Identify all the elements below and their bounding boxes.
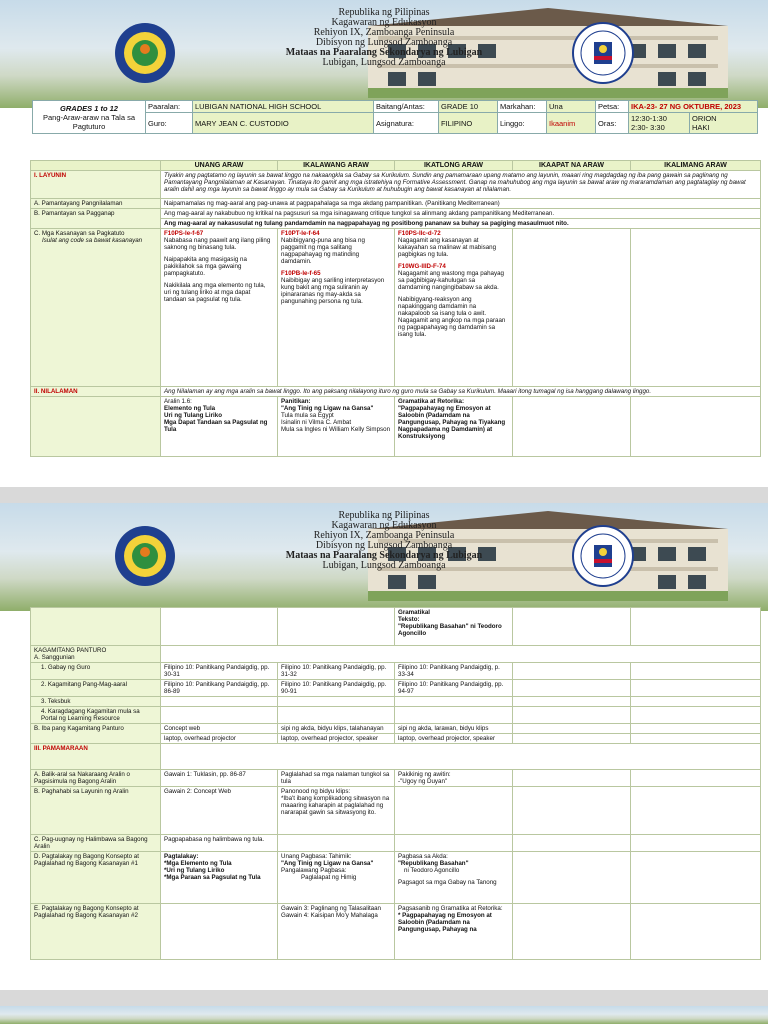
day5-cell	[631, 787, 761, 835]
section-label: III. PAMAMARAAN	[31, 744, 161, 770]
time-label: Oras:	[596, 113, 629, 134]
row-label: C. Pag-uugnay ng Halimbawa sa Bagong Aralin	[31, 835, 161, 852]
day4-cell	[513, 707, 631, 724]
school-seal-logo	[114, 22, 176, 84]
document-page-2	[0, 503, 768, 990]
day2-cell	[278, 852, 395, 904]
cell-text: Filipino 10: Panitikang Pandaigdig, p. 33-34	[395, 663, 513, 680]
cell-text: Paglalapat ng Himig	[301, 874, 357, 881]
day3-cell	[395, 904, 513, 960]
row-label: A. Pamantayang Pangnilalaman	[31, 199, 161, 209]
cell-text: "Ang Tinig ng Ligaw na Gansa"	[281, 860, 374, 867]
day1-cell	[161, 397, 278, 457]
day-header: IKATLONG ARAW	[395, 161, 513, 171]
cell-text: Filipino 10: Panitikang Pandaigdig, pp. 94-97	[395, 680, 513, 697]
row-label: 1. Gabay ng Guro	[31, 663, 161, 680]
date-label: Petsa:	[596, 101, 629, 113]
quarter-label: Markahan:	[498, 101, 547, 113]
info-table	[32, 100, 758, 134]
day4-cell	[513, 680, 631, 697]
content-text: Gramatikal	[398, 609, 430, 616]
subject-label: Asignatura:	[374, 113, 439, 134]
day3-cell	[395, 608, 513, 646]
day3-cell	[395, 707, 513, 724]
section-label: KAGAMITANG PANTURO	[34, 647, 107, 654]
row-label: 2. Kagamitang Pang-Mag-aaral	[31, 680, 161, 697]
content-text: "Ang Tinig ng Ligaw na Gansa"	[281, 405, 374, 412]
gabay-guro-row	[31, 663, 761, 680]
row-label: D. Pagtalakay ng Bagong Konsepto at Paglalahad ng Bagong Kasanayan #1	[31, 852, 161, 904]
pagtalakay-2-row	[31, 904, 761, 960]
kagamitang-pang-mag-aaral-row	[31, 680, 761, 697]
time-1: 12:30-1:30	[631, 114, 667, 123]
day2-cell	[278, 608, 395, 646]
day2-cell	[278, 229, 395, 387]
content-text: Tula mula sa Egypt	[281, 412, 334, 419]
day1-cell	[161, 852, 278, 904]
time-values	[629, 113, 690, 134]
header-line: Rehiyon IX, Zamboanga Peninsula	[313, 27, 455, 38]
day5-cell	[631, 835, 761, 852]
day-header: IKALIMANG ARAW	[631, 161, 761, 171]
competency-text: Nagagamit ang angkop na mga paraan ng pagpapahayag ng damdamin sa isang tula.	[398, 317, 506, 338]
day-header: IKALAWANG ARAW	[278, 161, 395, 171]
day3-cell	[395, 852, 513, 904]
day4-cell	[513, 770, 631, 787]
competency-code: F10PS-IIc-d-72	[398, 230, 441, 237]
paghahabi-row	[31, 787, 761, 835]
content-text: Teksto:	[398, 616, 420, 623]
cell-text: Filipino 10: Panitikang Pandaigdig, pp. 30-31	[161, 663, 278, 680]
day4-cell	[513, 697, 631, 707]
cell-text: Pangalawang Pagbasa:	[281, 867, 347, 874]
day5-cell	[631, 608, 761, 646]
cell-text: Filipino 10: Panitikang Pandaigdig, pp. 31-32	[278, 663, 395, 680]
lesson-table-page-2	[30, 607, 761, 960]
day4-cell	[513, 663, 631, 680]
cell-text: Gawain 3: Paglinang ng Talasalitaan	[281, 905, 381, 912]
cell-text: Pagsagot sa mga Gabay na Tanong	[398, 879, 497, 886]
content-text: Elemento ng Tula	[164, 405, 216, 412]
content-text: Uri ng Tulang Liriko	[164, 412, 222, 419]
cell-text: Pagpapabasa ng halimbawa ng tula.	[161, 835, 278, 852]
content-text: Isinalin ni Vilma C. Ambat	[281, 419, 352, 426]
nilalaman-text: Ang Nilalaman ay ang mga aralin sa bawat linggo. Ito ang paksang nilalayong ituro ng guro mula sa Gabay sa Kurikulum. Maaari itong tumagal ng isa hanggang dalawang linggo.	[161, 387, 761, 397]
karagdagang-kagamitan-row	[31, 707, 761, 724]
blank-cell	[31, 397, 161, 457]
grades-cell	[33, 101, 146, 134]
teacher-label: Guro:	[146, 113, 193, 134]
day5-cell	[631, 852, 761, 904]
section-label: II. NILALAMAN	[31, 387, 161, 397]
header-line: Dibisyon ng Lungsod Zamboanga	[315, 37, 453, 48]
day3-cell	[395, 397, 513, 457]
school-label: Paaralan:	[146, 101, 193, 113]
day4-cell	[513, 734, 631, 744]
day2-cell	[278, 835, 395, 852]
day1-cell	[161, 608, 278, 646]
document-page-1	[0, 0, 768, 487]
competency-text: Nabibigyang-puna ang bisa ng paggamit ng mga salitang nagpapahayag ng matinding damdamin.	[281, 237, 365, 265]
kagamitang-row	[31, 646, 761, 663]
cell-text: Filipino 10: Panitikang Pandaigdig, pp. 86-89	[161, 680, 278, 697]
day2-cell	[278, 904, 395, 960]
header-school-name: Mataas na Paaralang Sekondarya ng Lubigan	[285, 550, 483, 561]
row-label: B. Paghahabi sa Layunin ng Aralin	[31, 787, 161, 835]
day4-cell	[513, 724, 631, 734]
header-banner	[0, 0, 768, 108]
pag-uugnay-row	[31, 835, 761, 852]
cell-text: Gawain 1: Tuklasin, pp. 86-87	[161, 770, 278, 787]
cell-text: Filipino 10: Panitikang Pandaigdig, pp. 90-91	[278, 680, 395, 697]
competency-code: F10PS-Ie-f-67	[164, 230, 204, 237]
teksbuk-row	[31, 697, 761, 707]
day4-cell	[513, 835, 631, 852]
balik-aral-row	[31, 770, 761, 787]
iba-pang-kagamitan-row	[31, 724, 761, 734]
day-header-row	[31, 161, 761, 171]
row-text: Naipamamalas ng mag-aaral ang pag-unawa at pagpapahalaga sa mga akdang pampanitikan. (Panitikang Mediterranean)	[161, 199, 761, 209]
day5-cell	[631, 697, 761, 707]
header-line: Kagawaran ng Edukasyon	[331, 520, 437, 531]
nilalaman-row	[31, 387, 761, 397]
day5-cell	[631, 229, 761, 387]
day5-cell	[631, 770, 761, 787]
pamamaraan-row	[31, 744, 761, 770]
day3-cell	[395, 787, 513, 835]
content-text: Gramatika at Retorika:	[398, 398, 465, 405]
row-text: Ang mag-aaral ay nakasusulat ng tulang pandamdamin na nagpapahayag ng positibong pananaw sa buhay sa pagiging masaulmuot nito.	[161, 219, 761, 229]
day5-cell	[631, 734, 761, 744]
day-header: IKAAPAT NA ARAW	[513, 161, 631, 171]
competency-text: Nabibigyang-reaksyon ang napakinggang damdamin na nakapaloob sa isang tula o awit.	[398, 296, 487, 317]
cell-text: Paglalahad sa mga nalaman tungkol sa tula	[278, 770, 395, 787]
day5-cell	[631, 904, 761, 960]
day1-cell	[161, 904, 278, 960]
row-label: B. Iba pang Kagamitang Panturo	[31, 724, 161, 744]
lesson-table-page-1	[30, 160, 761, 457]
competency-text: Nagagamit ang wastong mga pahayag sa pagbibigay-kahulugan sa damdaming nangingibabaw sa akda.	[398, 270, 504, 291]
content-text: Mga Dapat Tandaan sa Pagsulat ng Tula	[164, 419, 268, 433]
row-note: Isulat ang code sa bawat kasanayan	[42, 237, 143, 244]
content-text: Aralin 1.6:	[164, 398, 192, 405]
day5-cell	[631, 663, 761, 680]
day3-cell	[395, 835, 513, 852]
cell-text: Unang Pagbasa: Tahimik:	[281, 853, 352, 860]
competency-text: Naibibigay ang sariling interpretasyon kung bakit ang mga suliranin ay ipinararanas ng may-akda sa pangunahing persona ng tula.	[281, 277, 385, 305]
competency-text: Naipapakita ang masigasig na pakikilahok sa mga gawaing pampagkatuto.	[164, 256, 247, 277]
layunin-text: Tiyakin ang pagtatamo ng layunin sa bawat linggo na nakaangkla sa Gabay sa Kurikulum. Sundin ang pamamaraan upang matamo ang layunin, maaari ring magdagdag ng iba pang gawain sa paglinang ng Pamantayang Pangnilalaman at Kasanayan. Tinataya ito gamit ang mga istratehiya ng Formative Assessment. Ganap na mahuhubog ang mga layunin sa bawat araw ng mararamdaman ang pagtataglay ng bawat aralin dahil ang mga layunin sa bawat linggo ay mula sa Gabay sa Kurikulum at huhubugin ang bawat kasanayan at nilalaman.	[161, 171, 761, 199]
day4-cell	[513, 787, 631, 835]
grade-label: Baitang/Antas:	[374, 101, 439, 113]
day2-cell	[278, 397, 395, 457]
row-label-cell	[31, 229, 161, 387]
row-label: 4. Karagdagang Kagamitan mula sa Portal ng Learning Resource	[31, 707, 161, 724]
cell-text: Pagsasanib ng Gramatika at Retorika:	[398, 905, 503, 912]
row-label: C. Mga Kasanayan sa Pagkatuto	[34, 230, 125, 237]
day1-cell	[161, 697, 278, 707]
day5-cell	[631, 397, 761, 457]
day2-cell	[278, 697, 395, 707]
cell-text: *Mga Paraan sa Pagsulat ng Tula	[164, 874, 261, 881]
competency-code: F10PT-Ie-f-64	[281, 230, 320, 237]
header-line: Republika ng Pilipinas	[338, 7, 430, 18]
header-line: Republika ng Pilipinas	[338, 510, 430, 521]
continuation-row	[31, 608, 761, 646]
cell-text: laptop, overhead projector, speaker	[278, 734, 395, 744]
day1-cell	[161, 707, 278, 724]
cell-text: laptop, overhead projector, speaker	[395, 734, 513, 744]
doc-type-label: Pang-Araw-araw na Tala sa Pagtuturo	[43, 112, 135, 131]
competency-text: Nakikilala ang mga elemento ng tula, uri ng tulang liriko at mga dapat tandaan sa pagsulat ng tula.	[164, 282, 266, 303]
subject-value: FILIPINO	[439, 113, 498, 134]
pagtalakay-1-row	[31, 852, 761, 904]
cell-text: Gawain 4: Kaisipan Mo'y Mahalaga	[281, 912, 378, 919]
cell-text: *Uri ng Tulang Liriko	[164, 867, 225, 874]
header-line: Lubigan, Lungsod Zamboanga	[322, 560, 446, 571]
blank-cell	[161, 646, 761, 663]
day4-cell	[513, 229, 631, 387]
school-value: LUBIGAN NATIONAL HIGH SCHOOL	[193, 101, 374, 113]
content-text: Mula sa Ingles ni William Kelly Simpson	[281, 426, 391, 433]
content-text: "Pagpapahayag ng Emosyon at Saloobin (Padamdam na Pangungusap, Pahayag na Tiyakang Nagpapadama ng Damdamin) at Konstruksiyong	[398, 405, 506, 440]
header-line: Lubigan, Lungsod Zamboanga	[322, 57, 446, 68]
row-label-cell	[31, 646, 161, 663]
cell-text: "Republikang Basahan"	[398, 860, 469, 867]
day3-cell	[395, 229, 513, 387]
section-2: HAKI	[692, 123, 710, 132]
pamantayan-pagganap-row	[31, 209, 761, 219]
cell-text: Panonood ng bidyu klips: *Iba't ibang komplikadong sitwasyon na maaaring kaharapin at paglalahad ng nararapat gawin sa sitwasyong ito.	[278, 787, 395, 835]
row-label: B. Pamantayan sa Pagganap	[31, 209, 161, 229]
grades-label: GRADES 1 to 12	[60, 103, 118, 113]
deped-seal-logo	[572, 525, 634, 587]
competency-code: F10PB-Ie-f-65	[281, 270, 321, 277]
competency-code: F10WG-IIID-F-74	[398, 263, 446, 270]
day-header: UNANG ARAW	[161, 161, 278, 171]
cell-text: Pagbasa sa Akda:	[398, 853, 448, 860]
school-seal-logo	[114, 525, 176, 587]
pamantayang-pangnilalaman-row	[31, 199, 761, 209]
row-text: Ang mag-aaral ay nakabubuo ng kritikal na pagsusuri sa mga isinagawang critique tungkol sa alinmang akdang pampanitikang Mediterranean.	[161, 209, 761, 219]
day1-cell	[161, 229, 278, 387]
quarter-value: Una	[547, 101, 596, 113]
cell-text: Gawain 2: Concept Web	[161, 787, 278, 835]
section-1: ORION	[692, 114, 717, 123]
day4-cell	[513, 397, 631, 457]
deped-seal-logo	[572, 22, 634, 84]
header-banner	[0, 503, 768, 611]
cell-text: Pagtalakay:	[164, 853, 199, 860]
day5-cell	[631, 724, 761, 734]
kasanayan-row	[31, 229, 761, 387]
row-label: E. Pagtalakay ng Bagong Konsepto at Paglalahad ng Bagong Kasanayan #2	[31, 904, 161, 960]
content-text: Panitikan:	[281, 398, 311, 405]
cell-text: * Pagpapahayag ng Emosyon at Saloobin (Padamdam na Pangungusap, Pahayag na	[398, 912, 492, 933]
week-label: Linggo:	[498, 113, 547, 134]
header-line: Rehiyon IX, Zamboanga Peninsula	[313, 530, 455, 541]
cell-text: sipi ng akda, bidyu klips, talahanayan	[278, 724, 395, 734]
competency-text: Nagagamit ang kasanayan at kakayahan sa malinaw at mabisang pagbigkas ng tula.	[398, 237, 497, 258]
cell-text: *Mga Elemento ng Tula	[164, 860, 232, 867]
header-banner	[0, 1006, 768, 1024]
document-page-3	[0, 1006, 768, 1024]
blank-cell	[31, 161, 161, 171]
grade-value: GRADE 10	[439, 101, 498, 113]
day3-cell	[395, 697, 513, 707]
day4-cell	[513, 852, 631, 904]
cell-text: sipi ng akda, larawan, bidyu klips	[395, 724, 513, 734]
blank-cell	[31, 608, 161, 646]
day4-cell	[513, 608, 631, 646]
date-value: IKA-23- 27 NG OKTUBRE, 2023	[629, 101, 758, 113]
time-2: 2:30- 3:30	[631, 123, 665, 132]
header-line: Kagawaran ng Edukasyon	[331, 17, 437, 28]
row-label: A. Balik-aral sa Nakaraang Aralin o Pagsisimula ng Bagong Aralin	[31, 770, 161, 787]
day5-cell	[631, 707, 761, 724]
row-label: 3. Teksbuk	[31, 697, 161, 707]
day5-cell	[631, 680, 761, 697]
cell-text: ni Teodoro Agoncillo	[404, 867, 460, 874]
header-line: Dibisyon ng Lungsod Zamboanga	[315, 540, 453, 551]
nilalaman-content-row	[31, 397, 761, 457]
section-label: I. LAYUNIN	[31, 171, 161, 199]
blank-cell	[161, 744, 761, 770]
header-school-name: Mataas na Paaralang Sekondarya ng Lubigan	[285, 47, 483, 58]
day2-cell	[278, 707, 395, 724]
cell-text: Pakikinig ng awitin: -"Ugoy ng Duyan"	[395, 770, 513, 787]
day4-cell	[513, 904, 631, 960]
row-label: A. Sanggunian	[34, 654, 75, 661]
cell-text: laptop, overhead projector	[161, 734, 278, 744]
week-value: Ikaanim	[547, 113, 596, 134]
competency-text: Nababasa nang paawit ang ilang piling saknong ng binasang tula.	[164, 237, 271, 251]
content-text: "Republikang Basahan" ni Teodoro Agoncillo	[398, 623, 502, 637]
layunin-row	[31, 171, 761, 199]
section-values	[690, 113, 758, 134]
teacher-value: MARY JEAN C. CUSTODIO	[193, 113, 374, 134]
cell-text: Concept web	[161, 724, 278, 734]
